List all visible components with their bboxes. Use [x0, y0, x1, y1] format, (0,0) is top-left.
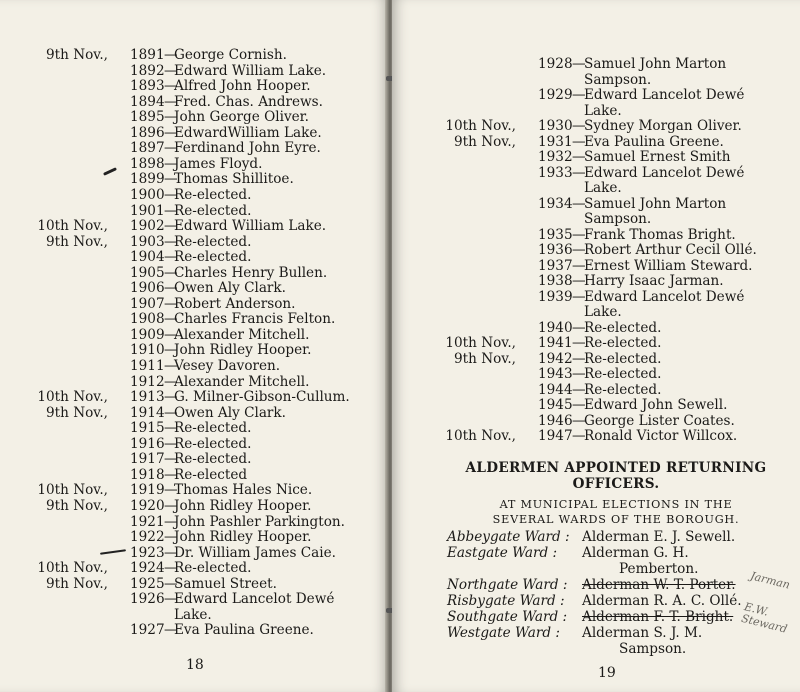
ward-name: Northgate Ward :: [447, 577, 568, 593]
entry-name: Alfred John Hooper.: [174, 78, 311, 95]
entry-year: 1913: [130, 389, 165, 406]
entry-name: Lake.: [174, 606, 212, 623]
entry-row: [0, 467, 388, 483]
entry-year: 1933: [538, 164, 573, 181]
entry-row: [392, 165, 800, 181]
entry-name: Charles Francis Felton.: [174, 311, 336, 328]
ward-alderman: Alderman R. A. C. Ollé.: [582, 593, 742, 609]
ward-name: Southgate Ward :: [447, 609, 568, 625]
entry-date: 9th Nov.,: [46, 404, 108, 421]
entry-name: Re-elected: [174, 466, 248, 483]
entry-dash: —: [572, 164, 586, 181]
entry-year: 1930: [538, 118, 573, 134]
entry-year: 1925: [130, 575, 165, 592]
entry-name: Edward John Sewell.: [584, 397, 728, 413]
entry-year: 1919: [130, 482, 165, 499]
entry-year: 1912: [130, 373, 165, 390]
entry-row: [0, 358, 388, 374]
entry-name: Edward Lancelot Dewé: [584, 164, 745, 181]
entry-dash: —: [572, 350, 586, 367]
entry-row: [0, 296, 388, 312]
entry-row: [392, 227, 800, 243]
entry-row: [0, 451, 388, 467]
entry-dash: —: [164, 295, 178, 312]
entry-row: [0, 482, 388, 498]
entry-row: [0, 47, 388, 63]
entry-year: 1891: [130, 47, 165, 63]
entry-dash: —: [164, 560, 178, 577]
entry-name: George Lister Coates.: [584, 412, 735, 429]
entry-row: [0, 125, 388, 141]
entry-date: 10th Nov.,: [37, 218, 108, 235]
entry-row: [392, 211, 800, 227]
entry-row: [0, 311, 388, 327]
entry-year: 1894: [130, 93, 165, 110]
entry-year: 1944: [538, 381, 573, 398]
entry-name: Harry Isaac Jarman.: [584, 273, 724, 289]
entry-name: James Floyd.: [174, 155, 263, 172]
entry-dash: —: [164, 466, 178, 483]
entry-dash: —: [572, 133, 586, 150]
entry-name: Edward Lancelot Dewé: [584, 288, 745, 305]
entry-row: [392, 56, 800, 72]
entry-dash: —: [572, 335, 586, 351]
entry-date: 10th Nov.,: [445, 335, 516, 351]
section-subheading: AT MUNICIPAL ELECTIONS IN THE: [499, 498, 733, 511]
entry-name: Alexander Mitchell.: [174, 373, 310, 390]
entry-year: 1937: [538, 257, 573, 274]
entry-dash: —: [164, 264, 178, 281]
entry-row: [392, 87, 800, 103]
entry-row: [0, 576, 388, 592]
entry-dash: —: [572, 195, 586, 212]
entry-name: G. Milner-Gibson-Cullum.: [174, 389, 350, 406]
entry-dash: —: [164, 435, 178, 452]
ward-alderman: Alderman G. H.: [582, 545, 689, 561]
entry-row: [0, 171, 388, 187]
entry-row: [392, 196, 800, 212]
entry-name: John Ridley Hooper.: [174, 497, 312, 514]
entry-row: [0, 280, 388, 296]
entry-date: 9th Nov.,: [46, 497, 108, 514]
entry-row: [0, 63, 388, 79]
entry-year: 1917: [130, 451, 165, 468]
entry-year: 1921: [130, 513, 165, 530]
left-page: [0, 0, 388, 692]
entry-year: 1899: [130, 171, 165, 188]
entry-name: Fred. Chas. Andrews.: [174, 93, 323, 110]
entry-date: 10th Nov.,: [37, 389, 108, 406]
entry-year: 1898: [130, 155, 165, 172]
entry-name: Samuel John Marton: [584, 56, 727, 72]
entry-row: [0, 436, 388, 452]
entry-dash: —: [572, 273, 586, 289]
entry-date: 10th Nov.,: [445, 118, 516, 134]
entry-year: 1942: [538, 350, 573, 367]
handwritten-note-jarman: Jarman: [749, 569, 792, 592]
entry-year: 1902: [130, 218, 165, 235]
entry-row: [0, 342, 388, 358]
entry-row: [0, 109, 388, 125]
entry-year: 1910: [130, 342, 165, 359]
entry-dash: —: [164, 389, 178, 406]
entry-year: 1934: [538, 195, 573, 212]
entry-name: Re-elected.: [584, 335, 662, 351]
entry-dash: —: [164, 233, 178, 250]
entry-row: [392, 289, 800, 305]
entry-row: [392, 258, 800, 274]
entry-name: Edward William Lake.: [174, 62, 327, 79]
entry-name: Robert Anderson.: [174, 295, 296, 312]
entry-year: 1907: [130, 295, 165, 312]
entry-row: [392, 397, 800, 413]
page-number-left: 18: [186, 657, 204, 673]
entry-row: [0, 327, 388, 343]
entry-row: [392, 72, 800, 88]
handwritten-note-steward: E.W. Steward: [739, 600, 789, 636]
entry-year: 1903: [130, 233, 165, 250]
entry-year: 1924: [130, 560, 165, 577]
entry-name: Samuel John Marton: [584, 195, 727, 212]
entry-year: 1941: [538, 335, 573, 351]
entry-name: Alexander Mitchell.: [174, 326, 310, 343]
entry-dash: —: [572, 226, 586, 243]
entry-dash: —: [164, 47, 178, 63]
entry-name: Thomas Hales Nice.: [174, 482, 313, 499]
entry-dash: —: [164, 171, 178, 188]
entry-year: 1947: [538, 428, 573, 444]
entry-dash: —: [572, 412, 586, 429]
entry-dash: —: [164, 482, 178, 499]
entry-date: 9th Nov.,: [46, 233, 108, 250]
entry-year: 1946: [538, 412, 573, 429]
entry-name: Re-elected.: [174, 435, 252, 452]
entry-name: Vesey Davoren.: [174, 358, 281, 374]
entry-year: 1923: [130, 544, 165, 561]
entry-dash: —: [164, 342, 178, 359]
entry-year: 1918: [130, 466, 165, 483]
ward-name: Abbeygate Ward :: [447, 529, 570, 545]
ward-alderman: Alderman W. T. Porter.: [582, 577, 736, 593]
entry-year: 1904: [130, 249, 165, 266]
entry-year: 1931: [538, 133, 573, 150]
entry-dash: —: [572, 56, 586, 72]
entry-dash: —: [572, 428, 586, 444]
entry-name: Dr. William James Caie.: [174, 544, 336, 561]
entry-dash: —: [164, 358, 178, 374]
entry-row: [392, 134, 800, 150]
entry-year: 1938: [538, 273, 573, 289]
entry-dash: —: [164, 155, 178, 172]
entry-dash: —: [572, 257, 586, 274]
entry-name: Thomas Shillitoe.: [174, 171, 294, 188]
entry-year: 1906: [130, 280, 165, 297]
entry-name: Edward Lancelot Dewé: [174, 591, 335, 608]
entry-year: 1893: [130, 78, 165, 95]
entry-year: 1926: [130, 591, 165, 608]
entry-row: [392, 382, 800, 398]
entry-name: Samuel Ernest Smith: [584, 149, 731, 165]
entry-row: [0, 529, 388, 545]
entry-name: Edward Lancelot Dewé: [584, 87, 745, 103]
entry-year: 1916: [130, 435, 165, 452]
entry-dash: —: [164, 404, 178, 421]
entry-year: 1905: [130, 264, 165, 281]
ward-alderman: Alderman F. T. Bright.: [582, 609, 734, 625]
entry-row: [0, 203, 388, 219]
entry-name: John Pashler Parkington.: [174, 513, 345, 530]
ward-name: Risbygate Ward :: [447, 593, 565, 609]
entry-year: 1929: [538, 87, 573, 103]
entry-name: Samuel Street.: [174, 575, 277, 592]
entry-dash: —: [164, 326, 178, 343]
entry-row: [0, 545, 388, 561]
entry-dash: —: [164, 451, 178, 468]
entry-name: Lake.: [584, 180, 622, 196]
entry-row: [392, 180, 800, 196]
entry-name: Sampson.: [584, 211, 652, 227]
ward-alderman: Alderman S. J. M.: [582, 625, 703, 641]
ward-alderman: Alderman E. J. Sewell.: [582, 529, 736, 545]
entry-date: 10th Nov.,: [37, 482, 108, 499]
entry-name: Owen Aly Clark.: [174, 280, 286, 297]
entry-dash: —: [164, 249, 178, 266]
entry-name: EdwardWilliam Lake.: [174, 124, 322, 141]
entry-row: [392, 335, 800, 351]
entry-row: [0, 374, 388, 390]
entry-row: [392, 351, 800, 367]
entry-dash: —: [164, 575, 178, 592]
entry-year: 1900: [130, 186, 165, 203]
entry-name: Eva Paulina Greene.: [174, 622, 314, 639]
entry-year: 1908: [130, 311, 165, 328]
entry-date: 10th Nov.,: [37, 560, 108, 577]
entry-year: 1915: [130, 420, 165, 437]
entry-row: [392, 242, 800, 258]
entry-dash: —: [164, 124, 178, 141]
entry-date: 9th Nov.,: [454, 350, 516, 367]
entry-year: 1935: [538, 226, 573, 243]
entry-year: 1896: [130, 124, 165, 141]
ward-alderman-cont: Pemberton.: [619, 561, 699, 577]
entry-dash: —: [164, 420, 178, 437]
entry-year: 1940: [538, 319, 573, 336]
entry-dash: —: [164, 529, 178, 546]
entry-name: Re-elected.: [174, 249, 252, 266]
entry-row: [392, 320, 800, 336]
entry-row: [0, 249, 388, 265]
entry-row: [0, 94, 388, 110]
entry-name: Re-elected.: [584, 366, 662, 382]
entry-dash: —: [164, 62, 178, 79]
entry-year: 1911: [130, 358, 165, 374]
entry-dash: —: [164, 93, 178, 110]
entry-row: [392, 366, 800, 382]
entry-name: Re-elected.: [174, 420, 252, 437]
entry-year: 1943: [538, 366, 573, 382]
entry-row: [392, 304, 800, 320]
entry-name: Re-elected.: [174, 451, 252, 468]
entry-dash: —: [164, 544, 178, 561]
ward-alderman-cont: Sampson.: [619, 641, 687, 657]
entry-name: Frank Thomas Bright.: [584, 226, 736, 243]
entry-year: 1939: [538, 288, 573, 305]
entry-row: [392, 149, 800, 165]
entry-row: [0, 187, 388, 203]
entry-row: [392, 428, 800, 444]
entry-year: 1932: [538, 149, 573, 165]
ward-name: Westgate Ward :: [447, 625, 560, 641]
entry-dash: —: [572, 319, 586, 336]
entry-row: [392, 118, 800, 134]
entry-row: [392, 413, 800, 429]
entry-name: John George Oliver.: [174, 109, 310, 126]
entry-row: [0, 140, 388, 156]
entry-name: Edward William Lake.: [174, 218, 327, 235]
entry-name: John Ridley Hooper.: [174, 529, 312, 546]
entry-year: 1892: [130, 62, 165, 79]
entry-name: Ernest William Steward.: [584, 257, 753, 274]
entry-name: Re-elected.: [584, 319, 662, 336]
entry-row: [0, 218, 388, 234]
entry-dash: —: [164, 218, 178, 235]
entry-date: 9th Nov.,: [454, 133, 516, 150]
entry-row: [0, 389, 388, 405]
entry-dash: —: [164, 311, 178, 328]
entry-dash: —: [164, 591, 178, 608]
entry-row: [0, 607, 388, 623]
entry-dash: —: [164, 513, 178, 530]
entry-name: Re-elected.: [174, 186, 252, 203]
entry-name: Ronald Victor Willcox.: [584, 428, 738, 444]
entry-name: George Cornish.: [174, 47, 287, 63]
entry-name: Sydney Morgan Oliver.: [584, 118, 742, 134]
entry-dash: —: [164, 202, 178, 219]
entry-row: [0, 405, 388, 421]
entry-dash: —: [164, 109, 178, 126]
entry-dash: —: [164, 140, 178, 157]
entry-dash: —: [164, 280, 178, 297]
entry-dash: —: [164, 186, 178, 203]
entry-row: [0, 591, 388, 607]
entry-name: Re-elected.: [584, 381, 662, 398]
entry-name: Robert Arthur Cecil Ollé.: [584, 242, 757, 258]
entry-date: 9th Nov.,: [46, 47, 108, 63]
section-heading: ALDERMEN APPOINTED RETURNING: [465, 460, 767, 476]
entry-name: Lake.: [584, 102, 622, 119]
entry-year: 1928: [538, 56, 573, 72]
entry-dash: —: [572, 87, 586, 103]
right-page: [392, 0, 800, 692]
entry-year: 1920: [130, 497, 165, 514]
entry-row: [0, 514, 388, 530]
entry-year: 1914: [130, 404, 165, 421]
entry-year: 1922: [130, 529, 165, 546]
entry-year: 1897: [130, 140, 165, 157]
section-heading-line2: OFFICERS.: [572, 476, 660, 492]
entry-row: [0, 156, 388, 172]
entry-dash: —: [164, 373, 178, 390]
entry-row: [392, 273, 800, 289]
entry-dash: —: [572, 149, 586, 165]
entry-name: John Ridley Hooper.: [174, 342, 312, 359]
entry-year: 1901: [130, 202, 165, 219]
page-number-right: 19: [598, 665, 616, 681]
entry-date: 10th Nov.,: [445, 428, 516, 444]
entry-row: [0, 234, 388, 250]
entry-row: [0, 560, 388, 576]
entry-name: Lake.: [584, 304, 622, 320]
entry-name: Re-elected.: [174, 233, 252, 250]
entry-name: Charles Henry Bullen.: [174, 264, 328, 281]
entry-row: [0, 420, 388, 436]
entry-dash: —: [572, 381, 586, 398]
entry-year: 1945: [538, 397, 573, 413]
entry-row: [0, 622, 388, 638]
entry-date: 9th Nov.,: [46, 575, 108, 592]
entry-name: Sampson.: [584, 71, 652, 88]
entry-year: 1927: [130, 622, 165, 639]
entry-name: Eva Paulina Greene.: [584, 133, 724, 150]
entry-row: [0, 498, 388, 514]
entry-dash: —: [572, 366, 586, 382]
entry-dash: —: [164, 497, 178, 514]
entry-name: Re-elected.: [584, 350, 662, 367]
entry-dash: —: [572, 397, 586, 413]
entry-dash: —: [572, 242, 586, 258]
entry-name: Re-elected.: [174, 560, 252, 577]
entry-dash: —: [164, 622, 178, 639]
entry-row: [0, 78, 388, 94]
entry-name: Owen Aly Clark.: [174, 404, 286, 421]
entry-year: 1909: [130, 326, 165, 343]
entry-row: [392, 103, 800, 119]
entry-dash: —: [572, 118, 586, 134]
entry-dash: —: [164, 78, 178, 95]
entry-year: 1895: [130, 109, 165, 126]
entry-row: [0, 265, 388, 281]
entry-name: Re-elected.: [174, 202, 252, 219]
entry-year: 1936: [538, 242, 573, 258]
ward-name: Eastgate Ward :: [447, 545, 558, 561]
entry-dash: —: [572, 288, 586, 305]
entry-name: Ferdinand John Eyre.: [174, 140, 321, 157]
section-subheading-line2: SEVERAL WARDS OF THE BOROUGH.: [492, 513, 740, 526]
